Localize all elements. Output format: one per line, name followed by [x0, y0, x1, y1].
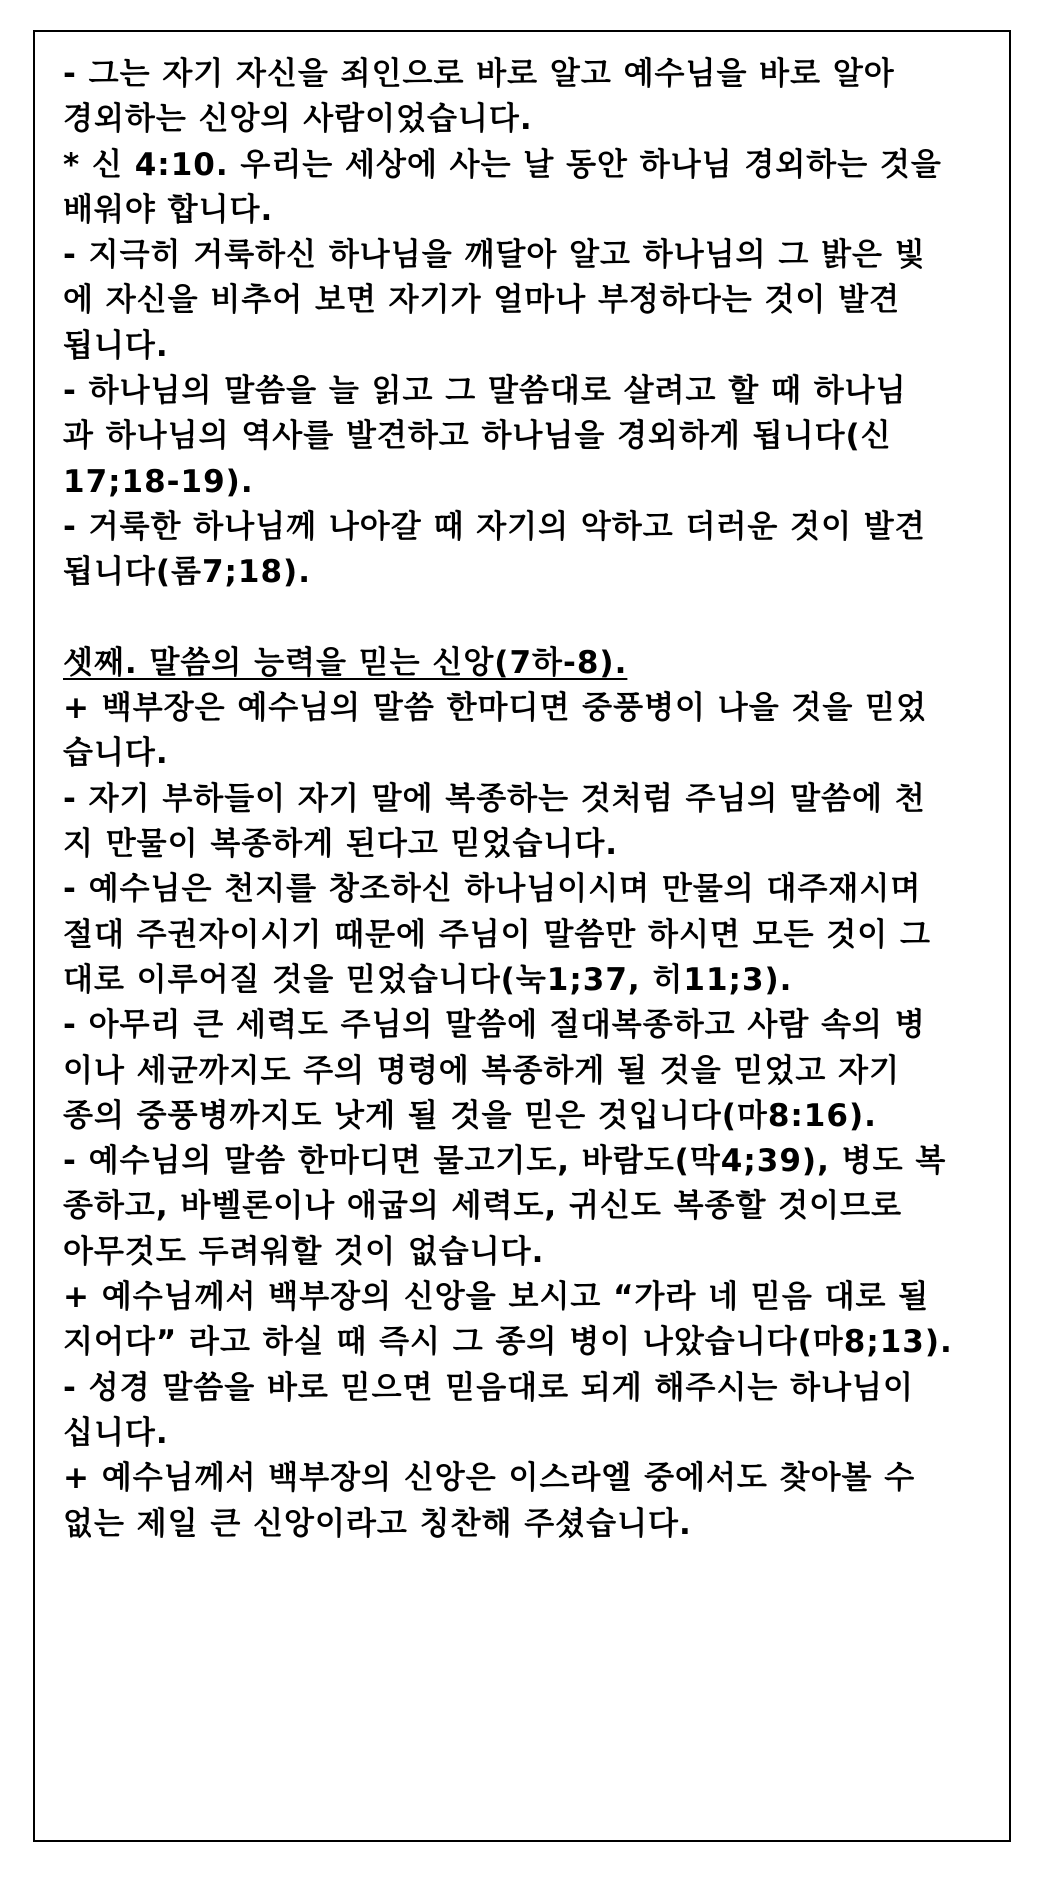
text-line: 에 자신을 비추어 보면 자기가 얼마나 부정하다는 것이 발견 — [63, 282, 901, 319]
text-line: 종의 중풍병까지도 낫게 될 것을 믿은 것입니다(마8:16). — [63, 1097, 877, 1134]
text-line: - 예수님의 말씀 한마디면 물고기도, 바람도(막4;39), 병도 복 — [63, 1143, 947, 1180]
text-line: 종하고, 바벨론이나 애굽의 세력도, 귀신도 복종할 것이므로 — [63, 1188, 903, 1225]
text-line: - 예수님은 천지를 창조하신 하나님이시며 만물의 대주재시며 — [63, 871, 922, 908]
text-line: 이나 세균까지도 주의 명령에 복종하게 될 것을 믿었고 자기 — [63, 1052, 901, 1089]
text-line: 대로 이루어질 것을 믿었습니다(눅1;37, 히11;3). — [63, 961, 793, 998]
blank-line — [63, 596, 993, 641]
text-line: 십니다. — [63, 1414, 169, 1451]
text-line: 됩니다(롬7;18). — [63, 554, 312, 591]
text-line: + 예수님께서 백부장의 신앙을 보시고 “가라 네 믿음 대로 될 — [63, 1279, 930, 1316]
text-line: 됩니다. — [63, 327, 169, 364]
text-line: 없는 제일 큰 신앙이라고 칭찬해 주셨습니다. — [63, 1505, 692, 1542]
text-line: + 백부장은 예수님의 말씀 한마디면 중풍병이 나을 것을 믿었 — [63, 690, 928, 727]
text-line: - 성경 말씀을 바로 믿으면 믿음대로 되게 해주시는 하나님이 — [63, 1369, 914, 1406]
text-line: 아무것도 두려워할 것이 없습니다. — [63, 1233, 545, 1270]
text-line: - 그는 자기 자신을 죄인으로 바로 알고 예수님을 바로 알아 — [63, 56, 895, 92]
text-line: - 거룩한 하나님께 나아갈 때 자기의 악하고 더러운 것이 발견 — [63, 508, 926, 545]
text-line: 배워야 합니다. — [63, 191, 274, 228]
text-line: - 하나님의 말씀을 늘 읽고 그 말씀대로 살려고 할 때 하나님 — [63, 373, 907, 410]
text-line: 절대 주권자이시기 때문에 주님이 말씀만 하시면 모든 것이 그 — [63, 916, 931, 953]
text-line: * 신 4:10. 우리는 세상에 사는 날 동안 하나님 경외하는 것을 — [63, 146, 942, 183]
text-line: 지어다” 라고 하실 때 즉시 그 종의 병이 나았습니다(마8;13). — [63, 1324, 953, 1361]
text-line: 습니다. — [63, 735, 169, 772]
text-line: 경외하는 신앙의 사람이었습니다. — [63, 101, 533, 138]
document-body — [63, 52, 993, 1547]
text-line: 17;18-19). — [63, 463, 254, 500]
text-line: - 자기 부하들이 자기 말에 복종하는 것처럼 주님의 말씀에 천 — [63, 780, 926, 817]
text-line: 지 만물이 복종하게 된다고 믿었습니다. — [63, 826, 619, 863]
text-line: + 예수님께서 백부장의 신앙은 이스라엘 중에서도 찾아볼 수 — [63, 1460, 916, 1497]
text-line: - 아무리 큰 세력도 주님의 말씀에 절대복종하고 사람 속의 병 — [63, 1007, 926, 1044]
section-heading: 셋째. 말씀의 능력을 믿는 신앙(7하-8). — [63, 644, 628, 681]
text-line: - 지극히 거룩하신 하나님을 깨달아 알고 하나님의 그 밝은 빛 — [63, 237, 926, 274]
text-line: 과 하나님의 역사를 발견하고 하나님을 경외하게 됩니다(신 — [63, 418, 892, 455]
